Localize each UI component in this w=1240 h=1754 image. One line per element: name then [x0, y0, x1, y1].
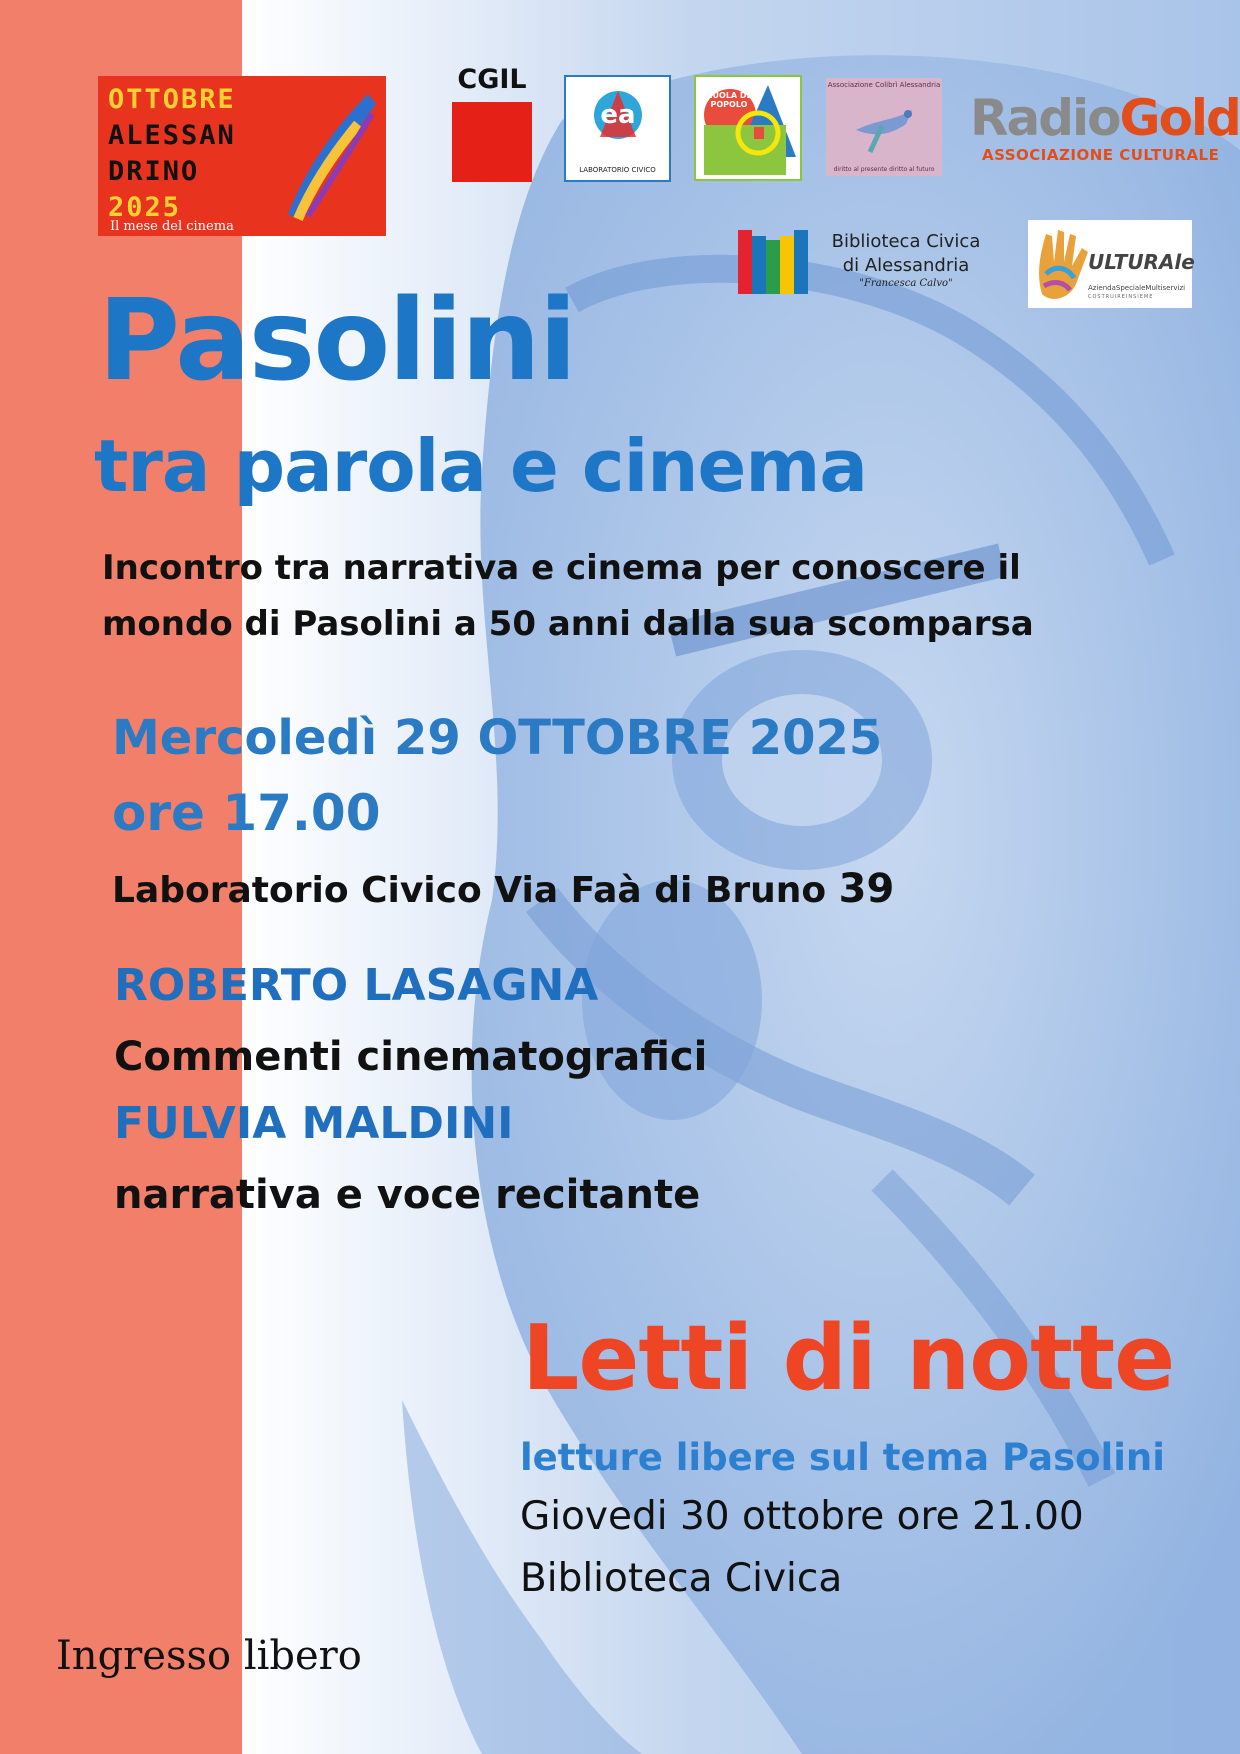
hummingbird-icon	[826, 90, 942, 162]
ottobre-tagline: Il mese del cinema	[110, 219, 234, 234]
ingresso-libero: Ingresso libero	[56, 1633, 362, 1679]
colibri-motto: diritto al presente diritto al futuro	[833, 166, 935, 173]
speaker-2-role: narrativa e voce recitante	[114, 1172, 701, 1218]
letti-when: Giovedi 30 ottobre ore 21.00	[520, 1494, 1084, 1539]
ottobre-alessandrino-logo	[98, 76, 386, 236]
letti-subtitle: letture libere sul tema Pasolini	[520, 1436, 1165, 1479]
culturale-logo	[1028, 220, 1195, 308]
speaker-2-name: FULVIA MALDINI	[114, 1098, 514, 1149]
svg-text:ea: ea	[600, 100, 636, 130]
cgil-red-square	[452, 102, 532, 182]
biblioteca-line-1: Biblioteca Civica	[831, 231, 981, 252]
biblioteca-line-2: di Alessandria	[842, 255, 970, 276]
event-time: ore 17.00	[112, 784, 381, 842]
ottobre-line-3: DRINO	[108, 156, 200, 187]
cgil-logo	[450, 64, 534, 184]
letti-where: Biblioteca Civica	[520, 1556, 843, 1601]
film-feather-icon	[268, 84, 378, 224]
scuola-del-popolo-text: SCUOLA DEL POPOLO	[700, 91, 758, 109]
biblioteca-civica-logo	[738, 226, 992, 298]
page-title: Pasolini	[98, 276, 576, 406]
associazione-colibri-logo	[826, 78, 942, 176]
culturale-sub-1: AziendaSpecialeMultiservizi	[1088, 284, 1186, 292]
event-place-number: 39	[838, 866, 895, 912]
colibri-title: Associazione Colibrì Alessandria	[827, 81, 941, 89]
letti-di-notte-title: Letti di notte	[522, 1306, 1175, 1411]
event-date: Mercoledì 29 OTTOBRE 2025	[112, 710, 883, 766]
intro-text: Incontro tra narrativa e cinema per conoscere il mondo di Pasolini a 50 anni dalla sua scomparsa	[102, 548, 1034, 644]
speaker-1-name: ROBERTO LASAGNA	[114, 960, 599, 1011]
scuola-del-popolo-logo	[694, 75, 802, 181]
event-place-street: Laboratorio Civico Via Faà di Bruno	[112, 870, 827, 911]
painted-hand-icon	[1032, 224, 1092, 304]
ottobre-line-4: 2025	[108, 192, 182, 223]
radiogold-radio-text: Radio	[970, 89, 1120, 147]
laboratorio-civico-text: LABORATORIO CIVICO	[579, 166, 656, 174]
ottobre-line-1: OTTOBRE	[108, 84, 236, 115]
biblioteca-book-icon	[738, 230, 810, 294]
culturale-sub-2: COSTRUIREINSIEME	[1088, 294, 1154, 300]
ottobre-line-2: ALESSAN	[108, 120, 236, 151]
radiogold-logo	[970, 89, 1240, 170]
page-subtitle: tra parola e cinema	[94, 424, 867, 508]
culturale-brand: ULTURAle	[1088, 250, 1195, 274]
biblioteca-line-3: "Francesca Calvo"	[859, 278, 953, 289]
speaker-1-role: Commenti cinematografici	[114, 1034, 708, 1080]
radiogold-subtitle: ASSOCIAZIONE CULTURALE	[982, 146, 1220, 164]
radiogold-gold-text: Gold	[1119, 89, 1240, 147]
cgil-text: CGIL	[457, 64, 527, 95]
laboratorio-civico-logo	[564, 75, 671, 182]
event-place	[112, 866, 894, 912]
laboratorio-civico-icon	[566, 77, 669, 157]
